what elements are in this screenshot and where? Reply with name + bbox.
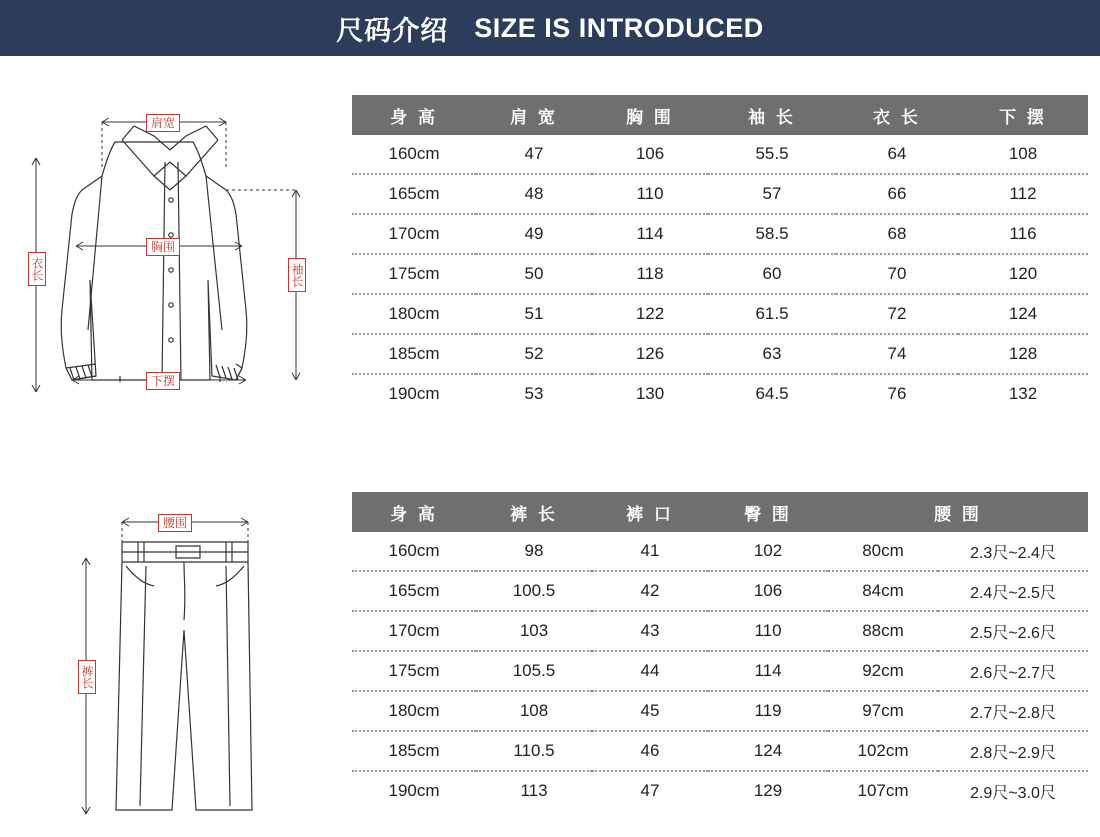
cell-shoulder: 49 (476, 214, 592, 254)
cell-pant-opening: 43 (592, 611, 708, 651)
cell-waist-chi: 2.9尺~3.0尺 (938, 771, 1088, 810)
cell-height: 165cm (352, 174, 476, 214)
cell-sleeve: 61.5 (708, 294, 836, 334)
cell-pant-length: 113 (476, 771, 592, 810)
cell-chest: 122 (592, 294, 708, 334)
cell-length: 74 (836, 334, 958, 374)
cell-length: 66 (836, 174, 958, 214)
table-row (352, 771, 1088, 810)
label-pant-length: 裤长 (78, 660, 96, 694)
page-header (0, 0, 1100, 56)
cell-waist-chi: 2.6尺~2.7尺 (938, 651, 1088, 691)
cell-hip: 114 (708, 651, 828, 691)
cell-shoulder: 53 (476, 374, 592, 413)
cell-hip: 119 (708, 691, 828, 731)
cell-waist-chi: 2.8尺~2.9尺 (938, 731, 1088, 771)
page-title-en: SIZE IS INTRODUCED (474, 12, 764, 43)
cell-hem: 116 (958, 214, 1088, 254)
col-header-height: 身 高 (352, 95, 476, 135)
cell-pant-length: 105.5 (476, 651, 592, 691)
cell-hem: 132 (958, 374, 1088, 413)
cell-chest: 126 (592, 334, 708, 374)
col-header-shoulder: 肩 宽 (476, 95, 592, 135)
cell-waist-chi: 2.5尺~2.6尺 (938, 611, 1088, 651)
cell-pant-opening: 42 (592, 571, 708, 611)
cell-sleeve: 63 (708, 334, 836, 374)
cell-chest: 106 (592, 135, 708, 174)
cell-waist-cm: 92cm (828, 651, 938, 691)
cell-hip: 124 (708, 731, 828, 771)
cell-hem: 108 (958, 135, 1088, 174)
cell-chest: 118 (592, 254, 708, 294)
col-header-chest: 胸 围 (592, 95, 708, 135)
cell-height: 170cm (352, 214, 476, 254)
cell-waist-cm: 107cm (828, 771, 938, 810)
col-header-waist: 腰 围 (828, 492, 1088, 532)
cell-length: 70 (836, 254, 958, 294)
cell-hem: 120 (958, 254, 1088, 294)
label-hem: 下摆 (146, 372, 180, 390)
cell-chest: 114 (592, 214, 708, 254)
cell-pant-length: 103 (476, 611, 592, 651)
table-row (352, 571, 1088, 611)
cell-pant-length: 110.5 (476, 731, 592, 771)
cell-sleeve: 60 (708, 254, 836, 294)
table-header-row (352, 492, 1088, 532)
table-row (352, 294, 1088, 334)
shirt-diagram (10, 80, 330, 420)
cell-length: 68 (836, 214, 958, 254)
cell-waist-cm: 80cm (828, 532, 938, 571)
cell-pant-opening: 46 (592, 731, 708, 771)
pants-size-table (352, 492, 1088, 810)
table-row (352, 174, 1088, 214)
cell-pant-opening: 41 (592, 532, 708, 571)
pants-diagram (60, 470, 320, 830)
cell-sleeve: 58.5 (708, 214, 836, 254)
table-row (352, 254, 1088, 294)
cell-waist-chi: 2.7尺~2.8尺 (938, 691, 1088, 731)
table-row (352, 214, 1088, 254)
cell-height: 180cm (352, 294, 476, 334)
cell-shoulder: 52 (476, 334, 592, 374)
cell-pant-opening: 45 (592, 691, 708, 731)
cell-sleeve: 55.5 (708, 135, 836, 174)
cell-height: 160cm (352, 135, 476, 174)
cell-sleeve: 64.5 (708, 374, 836, 413)
col-header-hip: 臀 围 (708, 492, 828, 532)
table-row (352, 135, 1088, 174)
cell-length: 64 (836, 135, 958, 174)
table-row (352, 611, 1088, 651)
label-body-length: 衣长 (28, 252, 46, 286)
cell-shoulder: 47 (476, 135, 592, 174)
cell-pant-length: 98 (476, 532, 592, 571)
cell-height: 185cm (352, 334, 476, 374)
cell-hip: 102 (708, 532, 828, 571)
table-row (352, 731, 1088, 771)
label-waist: 腰围 (158, 514, 192, 532)
cell-hem: 112 (958, 174, 1088, 214)
col-header-height: 身 高 (352, 492, 476, 532)
cell-waist-cm: 88cm (828, 611, 938, 651)
cell-hip: 129 (708, 771, 828, 810)
cell-hem: 124 (958, 294, 1088, 334)
cell-pant-opening: 47 (592, 771, 708, 810)
col-header-sleeve: 袖 长 (708, 95, 836, 135)
label-sleeve-length: 袖长 (288, 258, 306, 292)
cell-chest: 130 (592, 374, 708, 413)
cell-height: 175cm (352, 254, 476, 294)
cell-waist-cm: 102cm (828, 731, 938, 771)
cell-height: 190cm (352, 771, 476, 810)
table-row (352, 334, 1088, 374)
table-row (352, 651, 1088, 691)
cell-pant-opening: 44 (592, 651, 708, 691)
cell-waist-chi: 2.4尺~2.5尺 (938, 571, 1088, 611)
col-header-pant-opening: 裤 口 (592, 492, 708, 532)
cell-height: 175cm (352, 651, 476, 691)
cell-waist-chi: 2.3尺~2.4尺 (938, 532, 1088, 571)
cell-pant-length: 108 (476, 691, 592, 731)
cell-height: 170cm (352, 611, 476, 651)
cell-shoulder: 51 (476, 294, 592, 334)
shirt-size-table (352, 95, 1088, 413)
table-row (352, 691, 1088, 731)
cell-shoulder: 48 (476, 174, 592, 214)
cell-chest: 110 (592, 174, 708, 214)
col-header-hem: 下 摆 (958, 95, 1088, 135)
col-header-length: 衣 长 (836, 95, 958, 135)
cell-height: 180cm (352, 691, 476, 731)
table-row (352, 532, 1088, 571)
table-row (352, 374, 1088, 413)
cell-waist-cm: 97cm (828, 691, 938, 731)
cell-pant-length: 100.5 (476, 571, 592, 611)
table-header-row (352, 95, 1088, 135)
page-title-cn: 尺码介绍 (336, 15, 449, 46)
cell-hem: 128 (958, 334, 1088, 374)
cell-hip: 106 (708, 571, 828, 611)
cell-hip: 110 (708, 611, 828, 651)
cell-length: 76 (836, 374, 958, 413)
cell-height: 165cm (352, 571, 476, 611)
cell-waist-cm: 84cm (828, 571, 938, 611)
cell-height: 160cm (352, 532, 476, 571)
cell-length: 72 (836, 294, 958, 334)
cell-sleeve: 57 (708, 174, 836, 214)
cell-height: 190cm (352, 374, 476, 413)
cell-height: 185cm (352, 731, 476, 771)
label-shoulder-width: 肩宽 (146, 114, 180, 132)
col-header-pant-length: 裤 长 (476, 492, 592, 532)
label-chest: 胸围 (146, 238, 180, 256)
cell-shoulder: 50 (476, 254, 592, 294)
